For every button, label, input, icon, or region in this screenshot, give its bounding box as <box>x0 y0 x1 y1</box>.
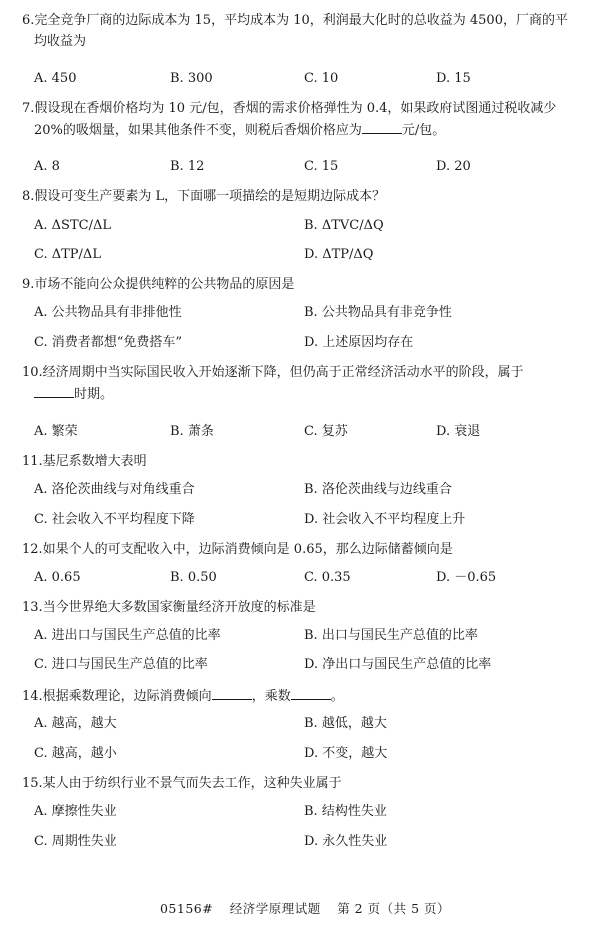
course-code: 05156# <box>159 901 214 916</box>
option-a[interactable]: A. 越高，越大 <box>34 716 117 731</box>
question-15-options-row1 <box>34 802 594 822</box>
answer-blank-2[interactable] <box>291 685 331 700</box>
option-b[interactable]: B. 结构性失业 <box>304 804 387 819</box>
question-11-options-row2 <box>34 510 594 530</box>
question-10 <box>22 362 594 405</box>
question-15-stem: 15.某人由于纺织行业不景气而失去工作，这种失业属于 <box>22 776 342 791</box>
question-10-stem-line2: 时期。 <box>22 383 594 405</box>
option-c[interactable]: C. ΔTP/ΔL <box>34 247 101 262</box>
question-7-stem-line2: 20%的吸烟量，如果其他条件不变，则税后香烟价格应为 元/包。 <box>22 119 594 141</box>
option-a[interactable]: A. 450 <box>34 71 77 86</box>
question-9-options-row2 <box>34 333 594 353</box>
option-a[interactable]: A. 8 <box>34 159 60 174</box>
option-d[interactable]: D. 永久性失业 <box>304 834 388 849</box>
answer-blank[interactable] <box>34 383 74 398</box>
question-14-options-row2 <box>34 744 594 764</box>
question-11-options-row1 <box>34 480 594 500</box>
option-d[interactable]: D. 20 <box>436 159 471 174</box>
option-d[interactable]: D. 上述原因均存在 <box>304 335 414 350</box>
option-d[interactable]: D. 净出口与国民生产总值的比率 <box>304 657 492 672</box>
question-13-options-row2 <box>34 655 594 675</box>
question-13 <box>22 597 594 618</box>
option-a[interactable]: A. 进出口与国民生产总值的比率 <box>34 628 221 643</box>
option-b[interactable]: B. 萧条 <box>170 424 214 439</box>
option-d[interactable]: D. 衰退 <box>436 424 481 439</box>
question-11 <box>22 451 594 472</box>
answer-blank-1[interactable] <box>212 685 252 700</box>
option-b[interactable]: B. 0.50 <box>170 570 217 585</box>
question-7-stem-line1: 7.假设现在香烟价格均为 10 元/包，香烟的需求价格弹性为 0.4，如果政府试图通过税收减少 <box>22 101 557 116</box>
question-9-options-row1 <box>34 303 594 323</box>
page-number: 第 2 页（共 5 页） <box>337 901 451 916</box>
option-c[interactable]: C. 消费者都想“免费搭车” <box>34 335 183 350</box>
option-b[interactable]: B. 公共物品具有非竞争性 <box>304 305 452 320</box>
option-c[interactable]: C. 进口与国民生产总值的比率 <box>34 657 208 672</box>
option-b[interactable]: B. 越低，越大 <box>304 716 387 731</box>
question-8-options-row2 <box>34 245 594 265</box>
question-8-stem: 8.假设可变生产要素为 L，下面哪一项描绘的是短期边际成本？ <box>22 189 386 204</box>
question-6-stem-line1: 6.完全竞争厂商的边际成本为 15，平均成本为 10，利润最大化时的总收益为 4500，厂商的平 <box>22 13 568 28</box>
option-c[interactable]: C. 0.35 <box>304 570 351 585</box>
option-c[interactable]: C. 15 <box>304 159 339 174</box>
option-b[interactable]: B. 12 <box>170 159 205 174</box>
question-7 <box>22 98 594 141</box>
question-12-options <box>34 568 594 588</box>
answer-blank[interactable] <box>362 119 402 134</box>
page-footer <box>0 899 610 917</box>
question-6-stem-line2: 均收益为 <box>34 34 87 49</box>
option-a[interactable]: A. 0.65 <box>34 570 81 585</box>
question-14 <box>22 685 594 707</box>
option-d[interactable]: D. 社会收入不平均程度上升 <box>304 512 466 527</box>
option-c[interactable]: C. 10 <box>304 71 339 86</box>
question-10-stem-line1: 10.经济周期中当实际国民收入开始逐渐下降，但仍高于正常经济活动水平的阶段，属于 <box>22 365 524 380</box>
question-13-stem: 13.当今世界绝大多数国家衡量经济开放度的标准是 <box>22 600 316 615</box>
question-6 <box>22 10 594 52</box>
question-11-stem: 11.基尼系数增大表明 <box>22 454 147 469</box>
option-a[interactable]: A. 公共物品具有非排他性 <box>34 305 182 320</box>
option-c[interactable]: C. 越高，越小 <box>34 746 117 761</box>
question-8 <box>22 186 594 207</box>
question-14-options-row1 <box>34 714 594 734</box>
question-10-options <box>34 422 594 442</box>
question-13-options-row1 <box>34 626 594 646</box>
question-15-options-row2 <box>34 832 594 852</box>
option-c[interactable]: C. 周期性失业 <box>34 834 117 849</box>
question-6-options <box>34 69 594 89</box>
option-b[interactable]: B. 300 <box>170 71 213 86</box>
option-a[interactable]: A. 洛伦茨曲线与对角线重合 <box>34 482 195 497</box>
option-c[interactable]: C. 复苏 <box>304 424 348 439</box>
question-12-stem: 12.如果个人的可支配收入中，边际消费倾向是 0.65，那么边际储蓄倾向是 <box>22 542 453 557</box>
option-a[interactable]: A. 摩擦性失业 <box>34 804 117 819</box>
question-15 <box>22 773 594 794</box>
question-9-stem: 9.市场不能向公众提供纯粹的公共物品的原因是 <box>22 277 295 292</box>
exam-subject: 经济学原理试题 <box>229 901 321 916</box>
question-12 <box>22 539 594 560</box>
option-b[interactable]: B. 出口与国民生产总值的比率 <box>304 628 478 643</box>
option-a[interactable]: A. 繁荣 <box>34 424 78 439</box>
question-9 <box>22 274 594 295</box>
option-c[interactable]: C. 社会收入不平均程度下降 <box>34 512 195 527</box>
option-b[interactable]: B. 洛伦茨曲线与边线重合 <box>304 482 452 497</box>
question-8-options-row1 <box>34 216 594 236</box>
question-14-stem: 14.根据乘数理论，边际消费倾向 ，乘数 。 <box>22 685 594 707</box>
option-d[interactable]: D. 不变，越大 <box>304 746 388 761</box>
option-d[interactable]: D. －0.65 <box>436 570 497 585</box>
option-d[interactable]: D. 15 <box>436 71 471 86</box>
question-7-options <box>34 157 594 177</box>
option-a[interactable]: A. ΔSTC/ΔL <box>34 218 111 233</box>
option-d[interactable]: D. ΔTP/ΔQ <box>304 247 374 262</box>
option-b[interactable]: B. ΔTVC/ΔQ <box>304 218 384 233</box>
